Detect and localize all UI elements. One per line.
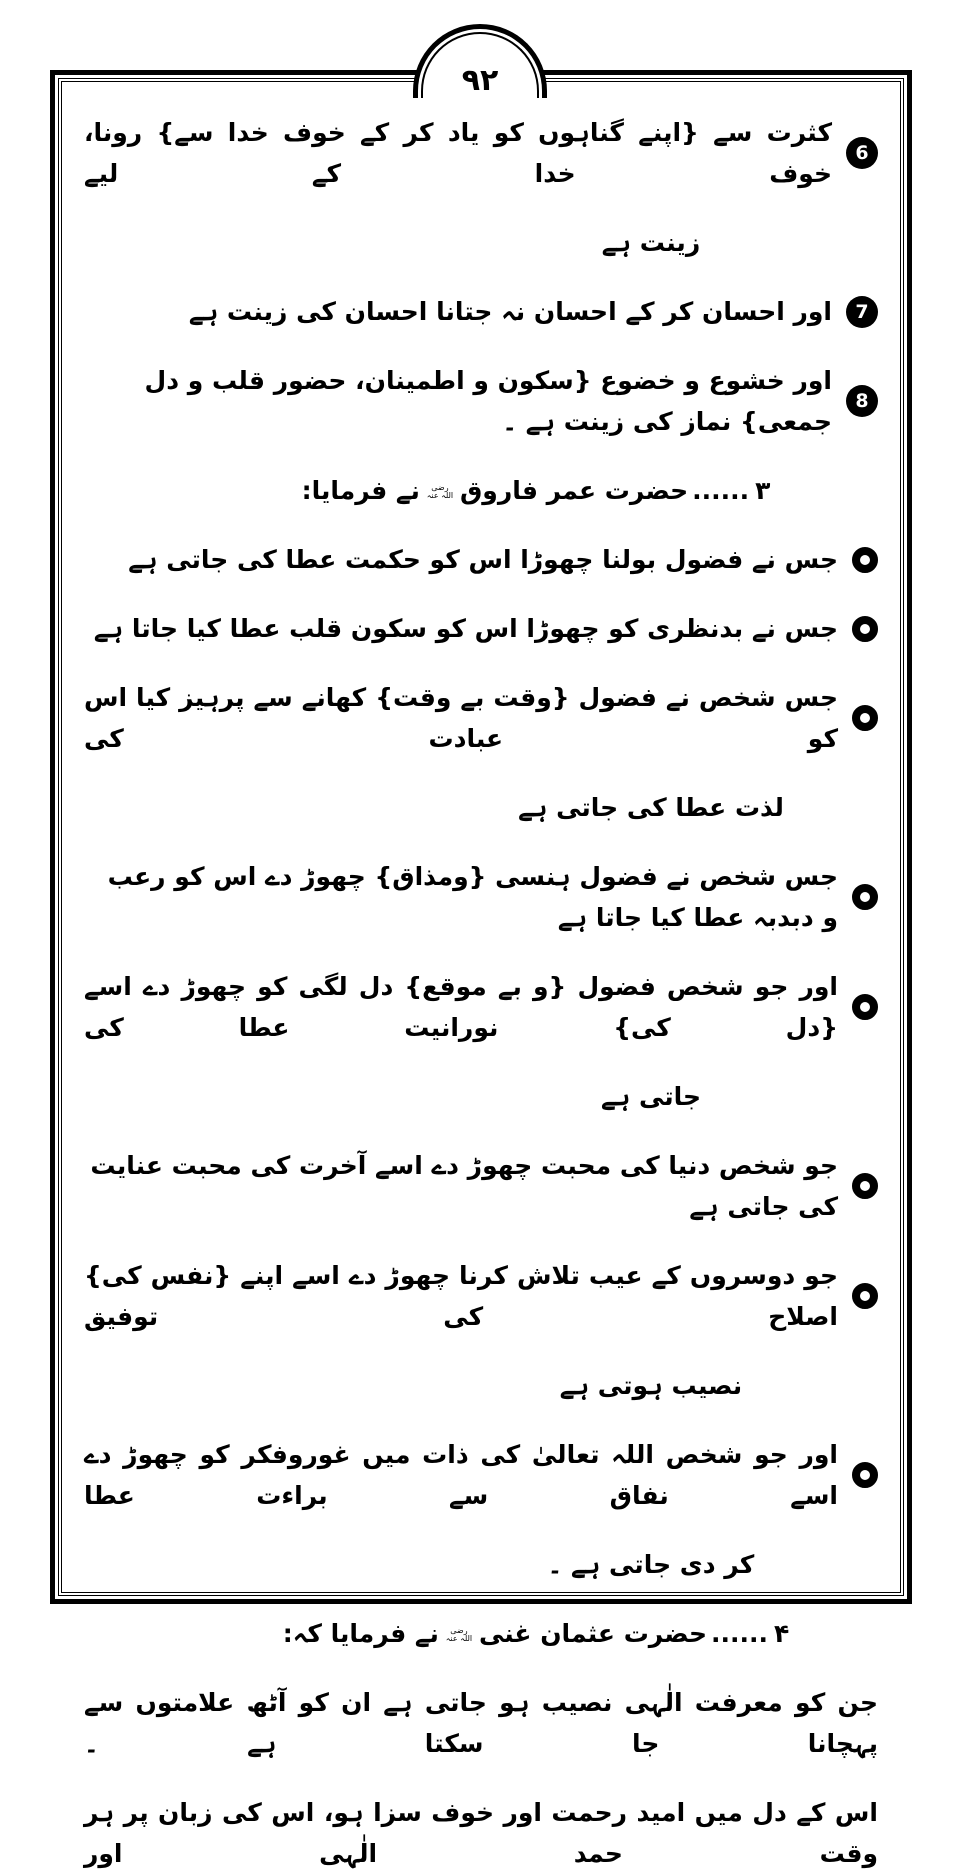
continuation-line: جاتی ہے [600,1082,702,1111]
line-text: اور جو شخص فضول {و بے موقع} دل لگی کو چھوڑ دے اسے {دل کی} نورانیت عطا کی [84,972,838,1042]
item-number-badge: 7 [846,296,878,328]
bullet-list-item [84,856,878,938]
bullet-list-item [84,1434,878,1516]
line-text: کثرت سے {اپنے گناہوں کو یاد کر کے خوف خدا سے} رونا، خوف خدا کے لیے [84,118,832,188]
heading-name: حضرت عمر فاروق [459,476,689,505]
heading-number: ۴ [774,1619,790,1648]
page-number: ۹۲ [461,63,499,98]
honorific-medallion: رضی اللہ عنہ [445,1626,473,1643]
item-number-badge: 6 [846,137,878,169]
numbered-list-item [84,360,878,442]
line-text: جس شخص نے فضول {وقت بے وقت} کھانے سے پرہیز کیا اس کو عبادت کی [84,683,838,753]
heading-dots: ...... [711,1619,768,1648]
bullet-icon [852,1173,878,1199]
bullet-icon [852,616,878,642]
section-heading [139,470,933,511]
page-frame-inner-rule [61,81,901,1868]
bullet-list-item [84,1145,878,1227]
bullet-icon [852,1283,878,1309]
bullet-list-item [84,1255,878,1337]
heading-dots: ...... [692,476,750,505]
page-number-dome [413,24,547,98]
line-text: اور خشوع و خضوع {سکون و اطمینان، حضور قلب و دل جمعی} نماز کی زینت ہے ۔ [144,366,832,436]
bullet-icon [852,705,878,731]
page-frame [50,70,912,1868]
paragraph-line: اس کے دل میں امید رحمت اور خوف سزا ہو، اس کی زبان پر ہر وقت حمد الٰہی اور [84,1798,878,1868]
heading-number: ۳ [755,476,771,505]
continuation-line: لذت عطا کی جاتی ہے [518,793,784,822]
section-heading [139,1613,933,1654]
bullet-icon [852,1462,878,1488]
item-number-badge: 8 [846,385,878,417]
bullet-icon [852,994,878,1020]
bullet-list-item [84,608,878,649]
bullet-list-item [84,539,878,580]
line-text: اور احسان کر کے احسان نہ جتانا احسان کی زینت ہے [188,297,832,326]
bullet-icon [852,884,878,910]
continuation-line: نصیب ہوتی ہے [559,1371,743,1400]
honorific-medallion: رضی اللہ عنہ [426,483,454,500]
line-text: جس نے فضول بولنا چھوڑا اس کو حکمت عطا کی جاتی ہے [128,545,838,574]
page-frame-middle-rule [58,78,904,1868]
bullet-icon [852,547,878,573]
numbered-list-item [84,291,878,332]
text-area [62,82,900,1868]
line-text: جس شخص نے فضول ہنسی {ومذاق} چھوڑ دے اس کو رعب و دبدبہ عطا کیا جاتا ہے [107,862,838,932]
paragraph-line: جن کو معرفت الٰہی نصیب ہو جاتی ہے ان کو آٹھ علامتوں سے پہچانا جا سکتا ہے ۔ [84,1688,878,1758]
heading-name: حضرت عثمان غنی [478,1619,708,1648]
heading-tail: نے فرمایا: [301,476,420,505]
line-text: جو شخص دنیا کی محبت چھوڑ دے اسے آخرت کی محبت عنایت کی جاتی ہے [90,1151,838,1221]
bullet-list-item [84,966,878,1048]
line-text: جو دوسروں کے عیب تلاش کرنا چھوڑ دے اسے اپنے {نفس کی} اصلاح کی توفیق [84,1261,838,1331]
continuation-line: زینت ہے [601,228,701,257]
numbered-list-item [84,112,878,194]
line-text: جس نے بدنظری کو چھوڑا اس کو سکون قلب عطا کیا جاتا ہے [93,614,838,643]
bullet-list-item [84,677,878,759]
heading-tail: نے فرمایا کہ: [282,1619,439,1648]
line-text: اور جو شخص اللہ تعالیٰ کی ذات میں غوروفکر کو چھوڑ دے اسے نفاق سے براءت عطا [84,1440,838,1510]
continuation-line: کر دی جاتی ہے ۔ [547,1550,755,1579]
